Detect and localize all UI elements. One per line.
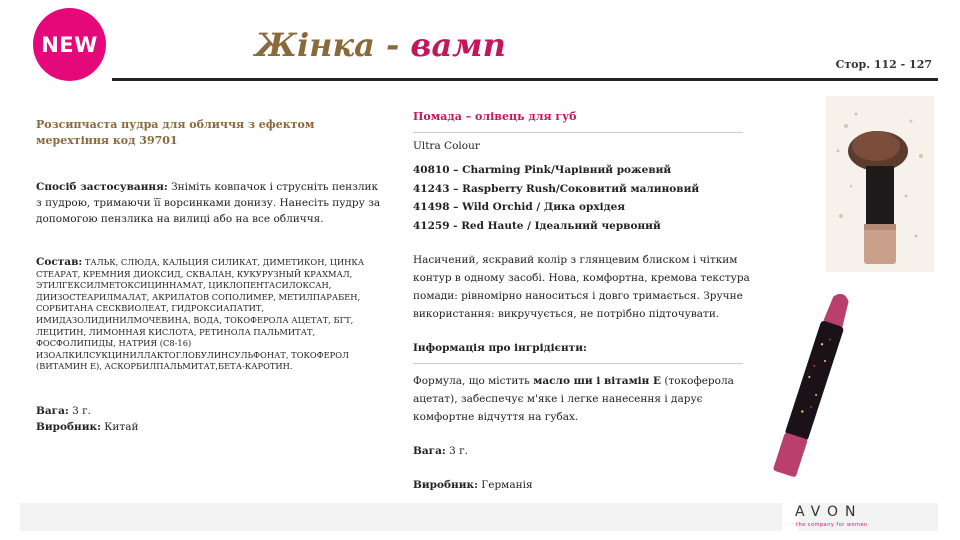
shade-item: 40810 – Charming Pink/Чарівний рожевий: [413, 164, 672, 176]
lipstick-section: [413, 108, 753, 494]
ingredients-divider: [413, 363, 743, 364]
maker-value: Китай: [104, 420, 139, 433]
shade-item: 41243 – Raspberry Rush/Соковитий малиновий: [413, 182, 700, 195]
powder-title: Розсипчаста пудра для обличчя з ефектом мерехтіння код 39701: [36, 118, 315, 147]
ingredients-bold: масло ши і вітамін Е: [533, 375, 662, 387]
weight-label: Вага:: [36, 404, 69, 417]
lipstick-line: Ultra Colour: [413, 140, 480, 152]
usage-label: Спосіб застосування:: [36, 181, 168, 193]
powder-composition: [36, 257, 386, 373]
ingredients-text: [413, 372, 753, 426]
powder-usage: [36, 179, 386, 227]
header-rule: [112, 78, 938, 81]
powder-weight: [36, 403, 386, 419]
maker-label: Виробник:: [413, 479, 478, 491]
ingredients-label: Інформація про інгрідієнти:: [413, 342, 587, 354]
weight-label: Вага:: [413, 445, 446, 457]
composition-label: Состав:: [36, 256, 83, 268]
maker-value: Германія: [481, 479, 533, 491]
maker-label: Виробник:: [36, 420, 101, 433]
lipstick-pencil-photo: [756, 288, 866, 493]
brand-tagline: the company for women: [796, 522, 868, 528]
powder-brush-photo: [826, 96, 934, 272]
ingredients-post: (токоферола ацетат), забеспечує м'яке і легке нанесення і дарує комфортне відчуття на губах.: [413, 375, 734, 423]
shade-item: 41259 - Red Haute / Ідеальний червоний: [413, 219, 661, 232]
lipstick-maker: [413, 476, 753, 494]
lipstick-weight: [413, 442, 753, 460]
shade-item: 41498 – Wild Orchid / Дика орхідея: [413, 201, 626, 213]
new-badge: [33, 8, 106, 81]
lipstick-description: Насичений, яскравий колір з глянцевим блиском і чітким контур в одному засобі. Нова, комфортна, кремова текстура помади: рівномірно наноситься і довго тримається. Зручне використання: викручується, не потрібно підточувати.: [413, 254, 750, 320]
lipstick-title: Помада – олівець для губ: [413, 110, 577, 123]
usage-text: Зніміть ковпачок і струсніть пензлик з пудрою, тримаючи її ворсинками донизу. Нанесіть пудру за допомогою пензлика на вилиці або на все обличчя.: [36, 181, 381, 225]
weight-value: 3 г.: [449, 445, 468, 457]
title-part2: вамп: [410, 26, 506, 64]
powder-maker: [36, 419, 386, 435]
ingredients-pre: Формула, що містить: [413, 375, 534, 387]
shade-list: [413, 161, 753, 235]
title-part1: Жінка -: [255, 26, 411, 64]
page-range: Стор. 112 - 127: [835, 58, 932, 71]
weight-value: 3 г.: [72, 404, 91, 417]
lipstick-divider: [413, 132, 743, 133]
composition-text: ТАЛЬК, СЛЮДА, КАЛЬЦИЯ СИЛИКАТ, ДИМЕТИКОН, ЦИНКА СТЕАРАТ, КРЕМНИЯ ДИОКСИД, СКВАЛАН, КУКУРУЗНЫЙ КРАХМАЛ, ЭТИЛГЕКСИЛМЕТОКСИЦИННАМАТ, ЦИКЛОПЕНТАСИЛОКСАН, ДИИЗОСТЕАРИЛМАЛАТ, АКРИЛАТОВ СОПОЛИМЕР, МЕТИЛПАРАБЕН, СОРБИТАНА СЕСКВИОЛЕАТ, ГИДРОКСИАПАТИТ, ИМИДАЗОЛИДИНИЛМОЧЕВИНА, ВОДА, ТОКОФЕРОЛА АЦЕТАТ, БГТ, ЛЕЦИТИН, ЛИМОННАЯ КИСЛОТА, РЕТИНОЛА ПАЛЬМИТАТ, ФОСФОЛИПИДЫ, НАТРИЯ (C8-16) ИЗОАЛКИЛСУКЦИНИЛЛАКТОГЛОБУЛИНСУЛЬФОНАТ, ТОКОФЕРОЛ (ВИТАМИН E), АСКОРБИЛПАЛЬМИТАТ,БЕТА-КАРОТИН.: [36, 257, 365, 372]
page-title: [255, 26, 506, 64]
brand-logo: AVON: [795, 504, 863, 520]
powder-section: [36, 117, 386, 435]
new-badge-label: NEW: [41, 32, 98, 57]
